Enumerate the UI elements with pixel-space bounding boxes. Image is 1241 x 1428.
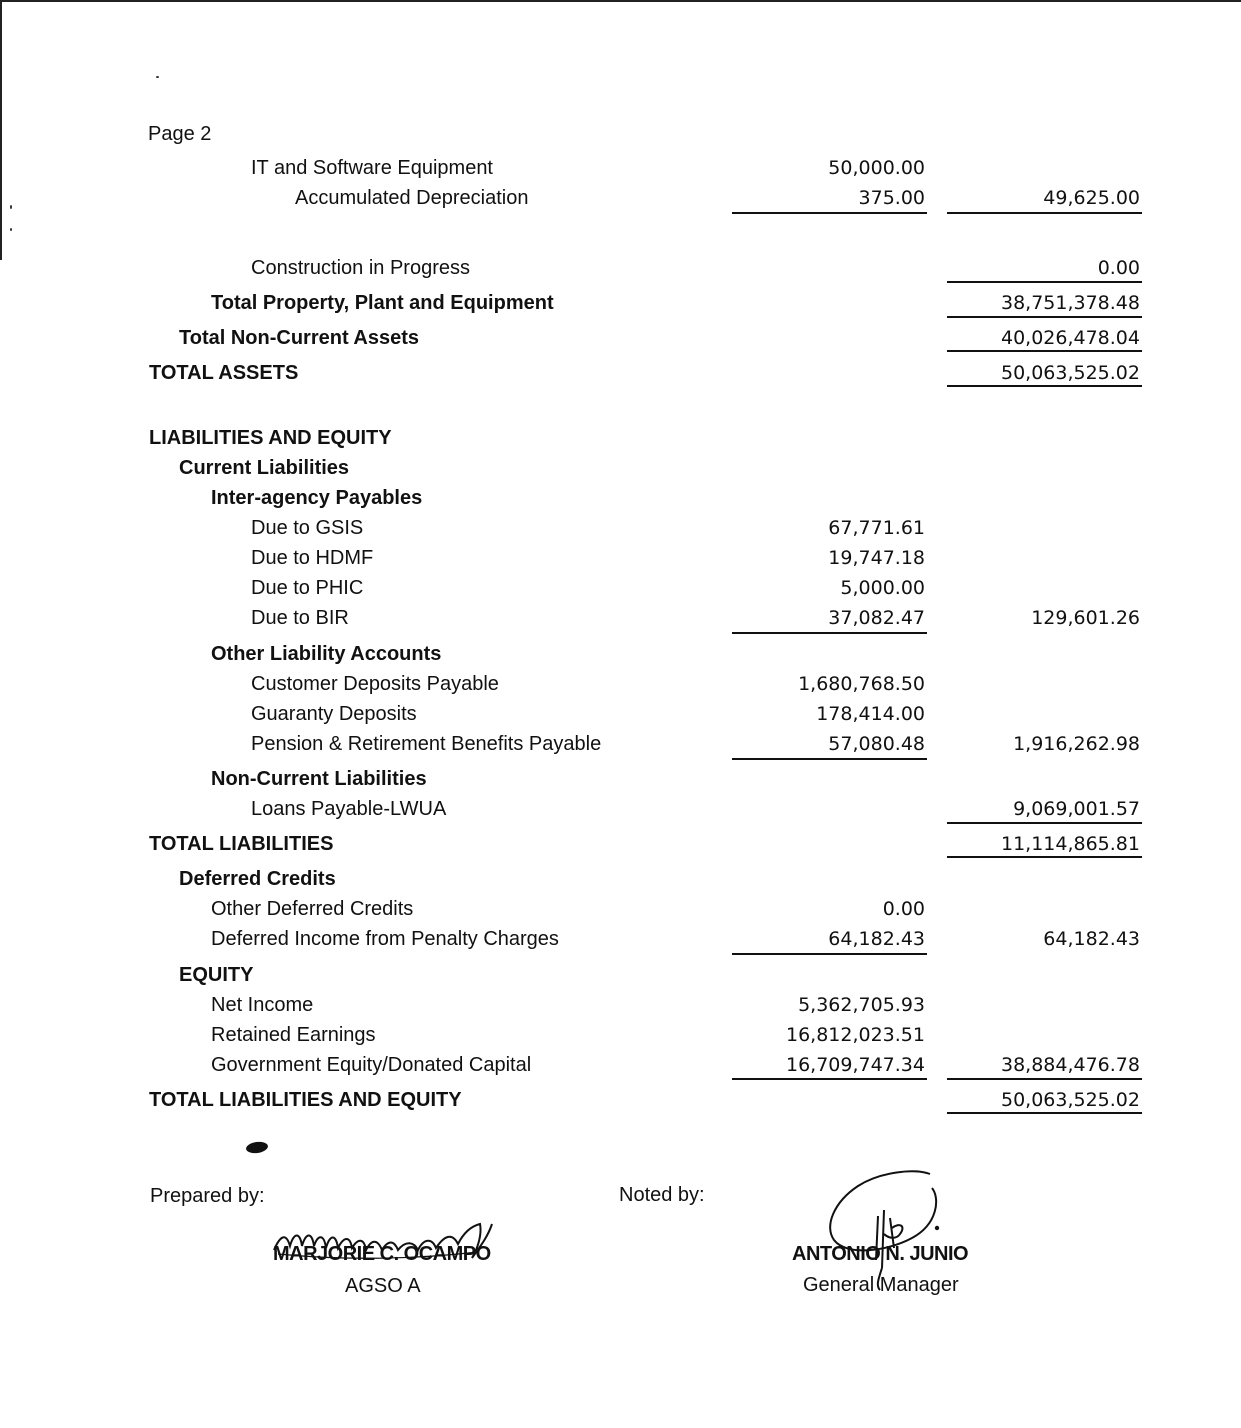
row-label: Due to GSIS	[251, 517, 364, 539]
underline	[732, 212, 927, 214]
section-heading: Current Liabilities	[179, 457, 350, 479]
row-pension	[0, 733, 1241, 763]
row-due-gsis	[0, 517, 1241, 547]
row-amount: 16,709,747.34	[785, 1054, 925, 1076]
row-label: Loans Payable-LWUA	[251, 798, 447, 820]
underline	[732, 953, 927, 955]
row-total: 50,063,525.02	[1000, 362, 1140, 384]
row-total: 38,884,476.78	[1000, 1054, 1140, 1076]
row-amount: 64,182.43	[828, 928, 925, 950]
row-amount: 57,080.48	[828, 733, 925, 755]
row-label: TOTAL LIABILITIES AND EQUITY	[149, 1089, 462, 1111]
underline	[947, 385, 1142, 387]
scan-border-top	[0, 0, 1241, 2]
section-heading: EQUITY	[179, 964, 254, 986]
row-label: Due to HDMF	[251, 547, 374, 569]
row-total: 49,625.00	[1043, 187, 1140, 209]
row-amount: 1,680,768.50	[798, 673, 925, 695]
row-label: Due to BIR	[251, 607, 349, 629]
row-total: 38,751,378.48	[1000, 292, 1140, 314]
underline	[947, 1078, 1142, 1080]
scan-speck	[156, 76, 159, 78]
row-amount: 5,000.00	[840, 577, 925, 599]
row-label: Construction in Progress	[251, 257, 470, 279]
row-deferred-penalty	[0, 928, 1241, 958]
row-customer-deposits	[0, 673, 1241, 703]
row-label: Deferred Income from Penalty Charges	[211, 928, 559, 950]
row-amount: 5,362,705.93	[798, 994, 925, 1016]
heading-deferred-credits	[0, 868, 1241, 898]
row-label: Customer Deposits Payable	[251, 673, 499, 695]
row-label: Pension & Retirement Benefits Payable	[251, 733, 602, 755]
row-due-phic	[0, 577, 1241, 607]
row-label: Total Non-Current Assets	[179, 327, 420, 349]
row-amount: 50,000.00	[828, 157, 925, 179]
underline	[947, 316, 1142, 318]
section-heading: Other Liability Accounts	[211, 643, 442, 665]
row-label: IT and Software Equipment	[251, 157, 493, 179]
row-total-assets	[0, 362, 1241, 392]
row-amount: 67,771.61	[828, 517, 925, 539]
row-total-liabilities	[0, 833, 1241, 863]
section-heading: Inter-agency Payables	[211, 487, 423, 509]
underline	[947, 350, 1142, 352]
noted-by-signature	[820, 1168, 950, 1292]
row-amount: 375.00	[858, 187, 925, 209]
underline	[732, 1078, 927, 1080]
row-label: Other Deferred Credits	[211, 898, 414, 920]
section-heading: Deferred Credits	[179, 868, 336, 890]
heading-liabilities-equity	[0, 427, 1241, 457]
row-due-hdmf	[0, 547, 1241, 577]
row-label: Net Income	[211, 994, 314, 1016]
row-total: 1,916,262.98	[1013, 733, 1140, 755]
prepared-by-signature	[268, 1218, 500, 1270]
row-total: 0.00	[1097, 257, 1140, 279]
ink-blot	[245, 1141, 268, 1155]
noted-by-name: ANTONIO N. JUNIO	[792, 1243, 969, 1265]
underline	[732, 758, 927, 760]
section-heading: Non-Current Liabilities	[211, 768, 427, 790]
underline	[947, 822, 1142, 824]
row-total: 64,182.43	[1043, 928, 1140, 950]
row-due-bir	[0, 607, 1241, 637]
row-label: TOTAL ASSETS	[149, 362, 299, 384]
row-amount: 37,082.47	[828, 607, 925, 629]
row-total: 9,069,001.57	[1013, 798, 1140, 820]
underline	[947, 212, 1142, 214]
scan-border-left	[0, 0, 2, 260]
underline	[732, 632, 927, 634]
row-label: Retained Earnings	[211, 1024, 376, 1046]
underline	[947, 856, 1142, 858]
row-total: 50,063,525.02	[1000, 1089, 1140, 1111]
heading-other-liability-accounts	[0, 643, 1241, 673]
row-total: 11,114,865.81	[1000, 833, 1140, 855]
row-guaranty-deposits	[0, 703, 1241, 733]
row-amount: 16,812,023.51	[785, 1024, 925, 1046]
scan-speck	[10, 228, 12, 231]
row-it-equipment	[0, 157, 1241, 187]
row-label: Total Property, Plant and Equipment	[211, 292, 554, 314]
row-label: Guaranty Deposits	[251, 703, 417, 725]
row-amount: 0.00	[882, 898, 925, 920]
row-total: 40,026,478.04	[1000, 327, 1140, 349]
row-other-deferred-credits	[0, 898, 1241, 928]
page-number: Page 2	[148, 123, 212, 145]
row-label: TOTAL LIABILITIES	[149, 833, 334, 855]
heading-current-liabilities	[0, 457, 1241, 487]
prepared-by-title: AGSO A	[345, 1275, 421, 1297]
underline	[947, 281, 1142, 283]
noted-by-label: Noted by:	[619, 1184, 705, 1206]
row-total-liabilities-equity	[0, 1089, 1241, 1119]
prepared-by-name: MARJORIE C. OCAMPO	[273, 1243, 491, 1265]
row-amount: 178,414.00	[816, 703, 925, 725]
row-label: Due to PHIC	[251, 577, 364, 599]
heading-equity	[0, 964, 1241, 994]
row-total-noncurrent-assets	[0, 327, 1241, 357]
underline	[947, 1112, 1142, 1114]
row-label: Accumulated Depreciation	[295, 187, 529, 209]
row-retained-earnings	[0, 1024, 1241, 1054]
row-amount: 19,747.18	[828, 547, 925, 569]
noted-by-title: General Manager	[803, 1274, 959, 1296]
row-label: Government Equity/Donated Capital	[211, 1054, 532, 1076]
heading-interagency-payables	[0, 487, 1241, 517]
prepared-by-label: Prepared by:	[150, 1185, 265, 1207]
row-total: 129,601.26	[1031, 607, 1140, 629]
row-net-income	[0, 994, 1241, 1024]
section-heading: LIABILITIES AND EQUITY	[149, 427, 392, 449]
heading-noncurrent-liabilities	[0, 768, 1241, 798]
